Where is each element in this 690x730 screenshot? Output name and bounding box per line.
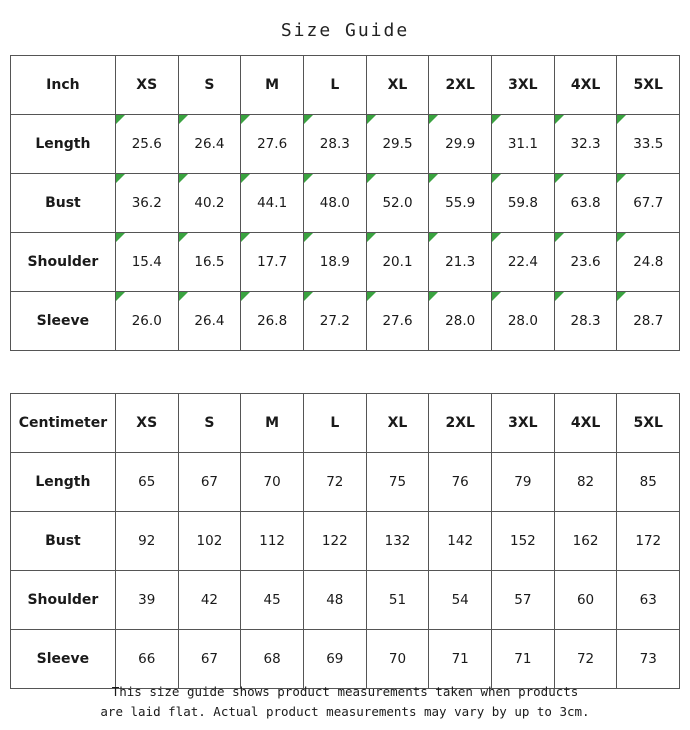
cell-bust-2xl: 55.9 xyxy=(429,174,492,233)
cell-length-xl: 75 xyxy=(366,453,429,512)
cell-length-l: 28.3 xyxy=(303,115,366,174)
row-label-length: Length xyxy=(10,453,115,512)
size-header-m: M xyxy=(241,394,304,453)
cell-bust-l: 122 xyxy=(303,512,366,571)
cell-length-2xl: 76 xyxy=(429,453,492,512)
cell-sleeve-4xl: 28.3 xyxy=(554,292,617,351)
cell-shoulder-4xl: 23.6 xyxy=(554,233,617,292)
page-title: Size Guide xyxy=(280,20,410,41)
table-row xyxy=(10,115,679,174)
size-header-5xl: 5XL xyxy=(617,56,680,115)
footer-line-1: This size guide shows product measurements taken when products xyxy=(111,684,579,699)
row-label-bust: Bust xyxy=(10,512,115,571)
size-table-inch xyxy=(10,55,680,351)
size-header-xs: XS xyxy=(115,56,178,115)
cell-bust-4xl: 162 xyxy=(554,512,617,571)
cell-shoulder-4xl: 60 xyxy=(554,571,617,630)
cell-length-4xl: 32.3 xyxy=(554,115,617,174)
row-label-sleeve: Sleeve xyxy=(10,292,115,351)
cell-shoulder-xs: 39 xyxy=(115,571,178,630)
cell-bust-xs: 92 xyxy=(115,512,178,571)
cell-bust-3xl: 152 xyxy=(492,512,555,571)
size-header-s: S xyxy=(178,394,241,453)
row-label-length: Length xyxy=(10,115,115,174)
cell-sleeve-m: 26.8 xyxy=(241,292,304,351)
table-row xyxy=(10,571,679,630)
cell-sleeve-xl: 27.6 xyxy=(366,292,429,351)
cell-shoulder-2xl: 21.3 xyxy=(429,233,492,292)
cell-length-l: 72 xyxy=(303,453,366,512)
size-header-3xl: 3XL xyxy=(492,56,555,115)
cell-shoulder-l: 18.9 xyxy=(303,233,366,292)
unit-label-centimeter: Centimeter xyxy=(10,394,115,453)
table-row xyxy=(10,233,679,292)
cell-sleeve-3xl: 28.0 xyxy=(492,292,555,351)
table-row xyxy=(10,174,679,233)
footer-note xyxy=(0,682,690,722)
cell-length-3xl: 79 xyxy=(492,453,555,512)
cell-bust-3xl: 59.8 xyxy=(492,174,555,233)
cell-bust-2xl: 142 xyxy=(429,512,492,571)
cell-sleeve-3xl: 71 xyxy=(492,630,555,689)
cell-sleeve-xl: 70 xyxy=(366,630,429,689)
size-header-4xl: 4XL xyxy=(554,56,617,115)
table-row xyxy=(10,453,679,512)
cell-length-m: 27.6 xyxy=(241,115,304,174)
table-spacer xyxy=(0,351,690,393)
cell-sleeve-5xl: 28.7 xyxy=(617,292,680,351)
cell-bust-4xl: 63.8 xyxy=(554,174,617,233)
cell-length-s: 67 xyxy=(178,453,241,512)
cell-sleeve-s: 26.4 xyxy=(178,292,241,351)
cell-length-5xl: 85 xyxy=(617,453,680,512)
table-header-row xyxy=(10,394,679,453)
cell-shoulder-3xl: 57 xyxy=(492,571,555,630)
table-row xyxy=(10,292,679,351)
size-header-2xl: 2XL xyxy=(429,56,492,115)
cell-length-4xl: 82 xyxy=(554,453,617,512)
size-header-5xl: 5XL xyxy=(617,394,680,453)
unit-label-inch: Inch xyxy=(10,56,115,115)
cell-sleeve-s: 67 xyxy=(178,630,241,689)
footer-line-2: are laid flat. Actual product measurements may vary by up to 3cm. xyxy=(100,704,590,719)
cell-length-xs: 25.6 xyxy=(115,115,178,174)
cell-sleeve-xs: 26.0 xyxy=(115,292,178,351)
cell-length-2xl: 29.9 xyxy=(429,115,492,174)
cell-shoulder-xl: 51 xyxy=(366,571,429,630)
row-label-sleeve: Sleeve xyxy=(10,630,115,689)
cell-sleeve-4xl: 72 xyxy=(554,630,617,689)
cell-sleeve-2xl: 71 xyxy=(429,630,492,689)
cell-bust-5xl: 67.7 xyxy=(617,174,680,233)
cell-shoulder-s: 16.5 xyxy=(178,233,241,292)
cell-length-5xl: 33.5 xyxy=(617,115,680,174)
table-row xyxy=(10,630,679,689)
size-header-xl: XL xyxy=(366,394,429,453)
cell-length-xs: 65 xyxy=(115,453,178,512)
size-header-2xl: 2XL xyxy=(429,394,492,453)
cell-bust-xs: 36.2 xyxy=(115,174,178,233)
cell-length-s: 26.4 xyxy=(178,115,241,174)
size-header-s: S xyxy=(178,56,241,115)
cell-shoulder-s: 42 xyxy=(178,571,241,630)
cell-sleeve-m: 68 xyxy=(241,630,304,689)
cell-length-xl: 29.5 xyxy=(366,115,429,174)
cell-shoulder-5xl: 24.8 xyxy=(617,233,680,292)
cell-sleeve-5xl: 73 xyxy=(617,630,680,689)
row-label-shoulder: Shoulder xyxy=(10,233,115,292)
cell-shoulder-5xl: 63 xyxy=(617,571,680,630)
size-header-xs: XS xyxy=(115,394,178,453)
cell-bust-5xl: 172 xyxy=(617,512,680,571)
cell-shoulder-m: 17.7 xyxy=(241,233,304,292)
row-label-bust: Bust xyxy=(10,174,115,233)
cell-length-3xl: 31.1 xyxy=(492,115,555,174)
cell-sleeve-l: 27.2 xyxy=(303,292,366,351)
table-row xyxy=(10,512,679,571)
table-header-row xyxy=(10,56,679,115)
size-header-4xl: 4XL xyxy=(554,394,617,453)
cell-shoulder-m: 45 xyxy=(241,571,304,630)
size-header-3xl: 3XL xyxy=(492,394,555,453)
cell-length-m: 70 xyxy=(241,453,304,512)
size-header-l: L xyxy=(303,56,366,115)
cell-bust-m: 44.1 xyxy=(241,174,304,233)
cell-shoulder-xl: 20.1 xyxy=(366,233,429,292)
cell-sleeve-l: 69 xyxy=(303,630,366,689)
cell-sleeve-2xl: 28.0 xyxy=(429,292,492,351)
size-table-centimeter xyxy=(10,393,680,689)
size-header-xl: XL xyxy=(366,56,429,115)
cell-bust-s: 102 xyxy=(178,512,241,571)
cell-shoulder-xs: 15.4 xyxy=(115,233,178,292)
size-header-m: M xyxy=(241,56,304,115)
cell-shoulder-l: 48 xyxy=(303,571,366,630)
cell-bust-s: 40.2 xyxy=(178,174,241,233)
cell-bust-xl: 52.0 xyxy=(366,174,429,233)
cell-bust-m: 112 xyxy=(241,512,304,571)
cell-bust-xl: 132 xyxy=(366,512,429,571)
cell-bust-l: 48.0 xyxy=(303,174,366,233)
size-header-l: L xyxy=(303,394,366,453)
row-label-shoulder: Shoulder xyxy=(10,571,115,630)
cell-shoulder-3xl: 22.4 xyxy=(492,233,555,292)
cell-shoulder-2xl: 54 xyxy=(429,571,492,630)
cell-sleeve-xs: 66 xyxy=(115,630,178,689)
